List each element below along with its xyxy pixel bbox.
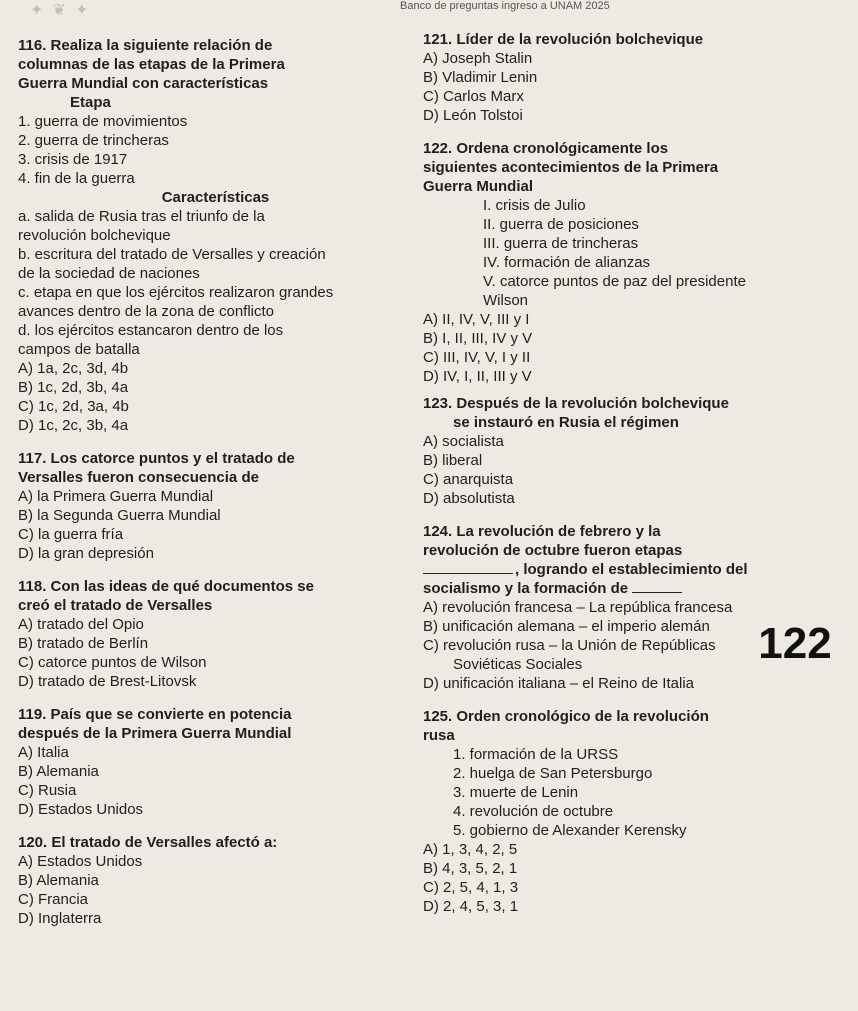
answer-option[interactable]: B) la Segunda Guerra Mundial [18, 507, 221, 524]
answer-option[interactable]: D) absolutista [423, 490, 515, 507]
event-item: 1. formación de la URSS [453, 746, 619, 763]
event-item: III. guerra de trincheras [483, 235, 639, 252]
answer-option[interactable]: D) Inglaterra [18, 910, 102, 927]
answer-option[interactable]: B) unificación alemana – el imperio alemán [423, 618, 710, 635]
question-123 [423, 394, 853, 508]
answer-option[interactable]: B) I, II, III, IV y V [423, 330, 533, 347]
etapa-item: 1. guerra de movimientos [18, 113, 188, 130]
answer-option[interactable]: C) la guerra fría [18, 526, 124, 543]
question-title: 121. Líder de la revolución bolchevique [423, 31, 704, 48]
question-title: 118. Con las ideas de qué documentos se [18, 578, 314, 595]
caracteristicas-header: Características [161, 189, 270, 206]
answer-option[interactable]: D) 1c, 2c, 3b, 4a [18, 417, 129, 434]
fill-blank [632, 592, 682, 593]
answer-option[interactable]: D) Estados Unidos [18, 801, 144, 818]
answer-option[interactable]: A) 1, 3, 4, 2, 5 [423, 841, 518, 858]
question-122 [423, 139, 853, 386]
caracteristica-line: d. los ejércitos estancaron dentro de los [18, 322, 284, 339]
question-title: 124. La revolución de febrero y la [423, 523, 661, 540]
fill-blank [423, 573, 513, 574]
caracteristica-line: campos de batalla [18, 341, 140, 358]
answer-option[interactable]: A) socialista [423, 433, 504, 450]
decorative-watermark: ✦ ❦ ✦ [30, 0, 91, 19]
event-item: V. catorce puntos de paz del presidente [483, 273, 746, 290]
answer-option[interactable]: B) 4, 3, 5, 2, 1 [423, 860, 518, 877]
question-title: se instauró en Rusia el régimen [453, 414, 679, 431]
answer-option[interactable]: B) liberal [423, 452, 483, 469]
question-title: creó el tratado de Versalles [18, 597, 213, 614]
event-item: 3. muerte de Lenin [453, 784, 579, 801]
question-title: 117. Los catorce puntos y el tratado de [18, 450, 295, 467]
answer-option[interactable]: C) 1c, 2d, 3a, 4b [18, 398, 129, 415]
left-column [18, 36, 413, 928]
answer-option[interactable]: A) tratado del Opio [18, 616, 144, 633]
event-item: 2. huelga de San Petersburgo [453, 765, 653, 782]
caracteristica-line: revolución bolchevique [18, 227, 171, 244]
answer-option[interactable]: A) Joseph Stalin [423, 50, 533, 67]
question-title: 125. Orden cronológico de la revolución [423, 708, 709, 725]
answer-option[interactable]: B) Vladimir Lenin [423, 69, 538, 86]
event-item: 5. gobierno de Alexander Kerensky [453, 822, 687, 839]
question-title: socialismo y la formación de [423, 579, 853, 598]
caracteristica-line: de la sociedad de naciones [18, 265, 200, 282]
question-118 [18, 577, 413, 691]
question-title: revolución de octubre fueron etapas [423, 542, 683, 559]
answer-option[interactable]: B) 1c, 2d, 3b, 4a [18, 379, 129, 396]
answer-option[interactable]: C) Rusia [18, 782, 77, 799]
question-title: Guerra Mundial [423, 178, 534, 195]
question-title: 122. Ordena cronológicamente los [423, 140, 669, 157]
caracteristica-line: c. etapa en que los ejércitos realizaron grandes [18, 284, 334, 301]
answer-option[interactable]: D) 2, 4, 5, 3, 1 [423, 898, 519, 915]
answer-option[interactable]: C) III, IV, V, I y II [423, 349, 531, 366]
answer-option[interactable]: A) II, IV, V, III y I [423, 311, 530, 328]
question-title: , logrando el establecimiento del [423, 560, 853, 579]
answer-option[interactable]: B) tratado de Berlín [18, 635, 149, 652]
question-121 [423, 30, 853, 125]
caracteristica-line: avances dentro de la zona de conflicto [18, 303, 275, 320]
answer-option[interactable]: C) Francia [18, 891, 89, 908]
answer-option[interactable]: C) Carlos Marx [423, 88, 524, 105]
question-title: 123. Después de la revolución bolchevique [423, 395, 729, 412]
etapa-header: Etapa [70, 94, 111, 111]
answer-option[interactable]: D) León Tolstoi [423, 107, 523, 124]
answer-option[interactable]: A) revolución francesa – La república francesa [423, 599, 733, 616]
etapa-item: 4. fin de la guerra [18, 170, 135, 187]
answer-option[interactable]: A) la Primera Guerra Mundial [18, 488, 214, 505]
answer-option[interactable]: B) Alemania [18, 872, 99, 889]
question-120 [18, 833, 413, 928]
answer-option[interactable]: C) 2, 5, 4, 1, 3 [423, 879, 519, 896]
question-117 [18, 449, 413, 563]
etapa-item: 3. crisis de 1917 [18, 151, 128, 168]
caracteristica-line: b. escritura del tratado de Versalles y creación [18, 246, 326, 263]
question-116 [18, 36, 413, 435]
page-number: 122 [755, 618, 835, 670]
answer-option[interactable]: D) la gran depresión [18, 545, 154, 562]
question-125 [423, 707, 853, 916]
caracteristica-line: a. salida de Rusia tras el triunfo de la [18, 208, 265, 225]
question-title: Guerra Mundial con características [18, 75, 269, 92]
question-title: 119. País que se convierte en potencia [18, 706, 292, 723]
answer-option[interactable]: D) tratado de Brest-Litovsk [18, 673, 197, 690]
question-title: 116. Realiza la siguiente relación de [18, 37, 273, 54]
event-item: II. guerra de posiciones [483, 216, 639, 233]
answer-option[interactable]: A) Estados Unidos [18, 853, 143, 870]
event-item: IV. formación de alianzas [483, 254, 651, 271]
question-title: 120. El tratado de Versalles afectó a: [18, 834, 278, 851]
answer-option[interactable]: C) revolución rusa – la Unión de Repúblicas [423, 637, 716, 654]
answer-option[interactable]: D) unificación italiana – el Reino de Italia [423, 675, 694, 692]
page-header: Banco de preguntas ingreso a UNAM 2025 [400, 0, 610, 12]
question-119 [18, 705, 413, 819]
question-title: Versalles fueron consecuencia de [18, 469, 259, 486]
answer-option[interactable]: A) 1a, 2c, 3d, 4b [18, 360, 129, 377]
event-item: I. crisis de Julio [483, 197, 586, 214]
answer-option[interactable]: C) anarquista [423, 471, 514, 488]
question-title: después de la Primera Guerra Mundial [18, 725, 292, 742]
question-title: rusa [423, 727, 455, 744]
event-item: 4. revolución de octubre [453, 803, 614, 820]
etapa-item: 2. guerra de trincheras [18, 132, 169, 149]
question-title: siguientes acontecimientos de la Primera [423, 159, 719, 176]
answer-option[interactable]: C) catorce puntos de Wilson [18, 654, 207, 671]
right-column [423, 30, 853, 916]
answer-option-cont: Soviéticas Sociales [453, 656, 583, 673]
answer-option[interactable]: D) IV, I, II, III y V [423, 368, 532, 385]
answer-option[interactable]: B) Alemania [18, 763, 99, 780]
question-title: columnas de las etapas de la Primera [18, 56, 285, 73]
event-item-cont: Wilson [483, 292, 529, 309]
answer-option[interactable]: A) Italia [18, 744, 69, 761]
